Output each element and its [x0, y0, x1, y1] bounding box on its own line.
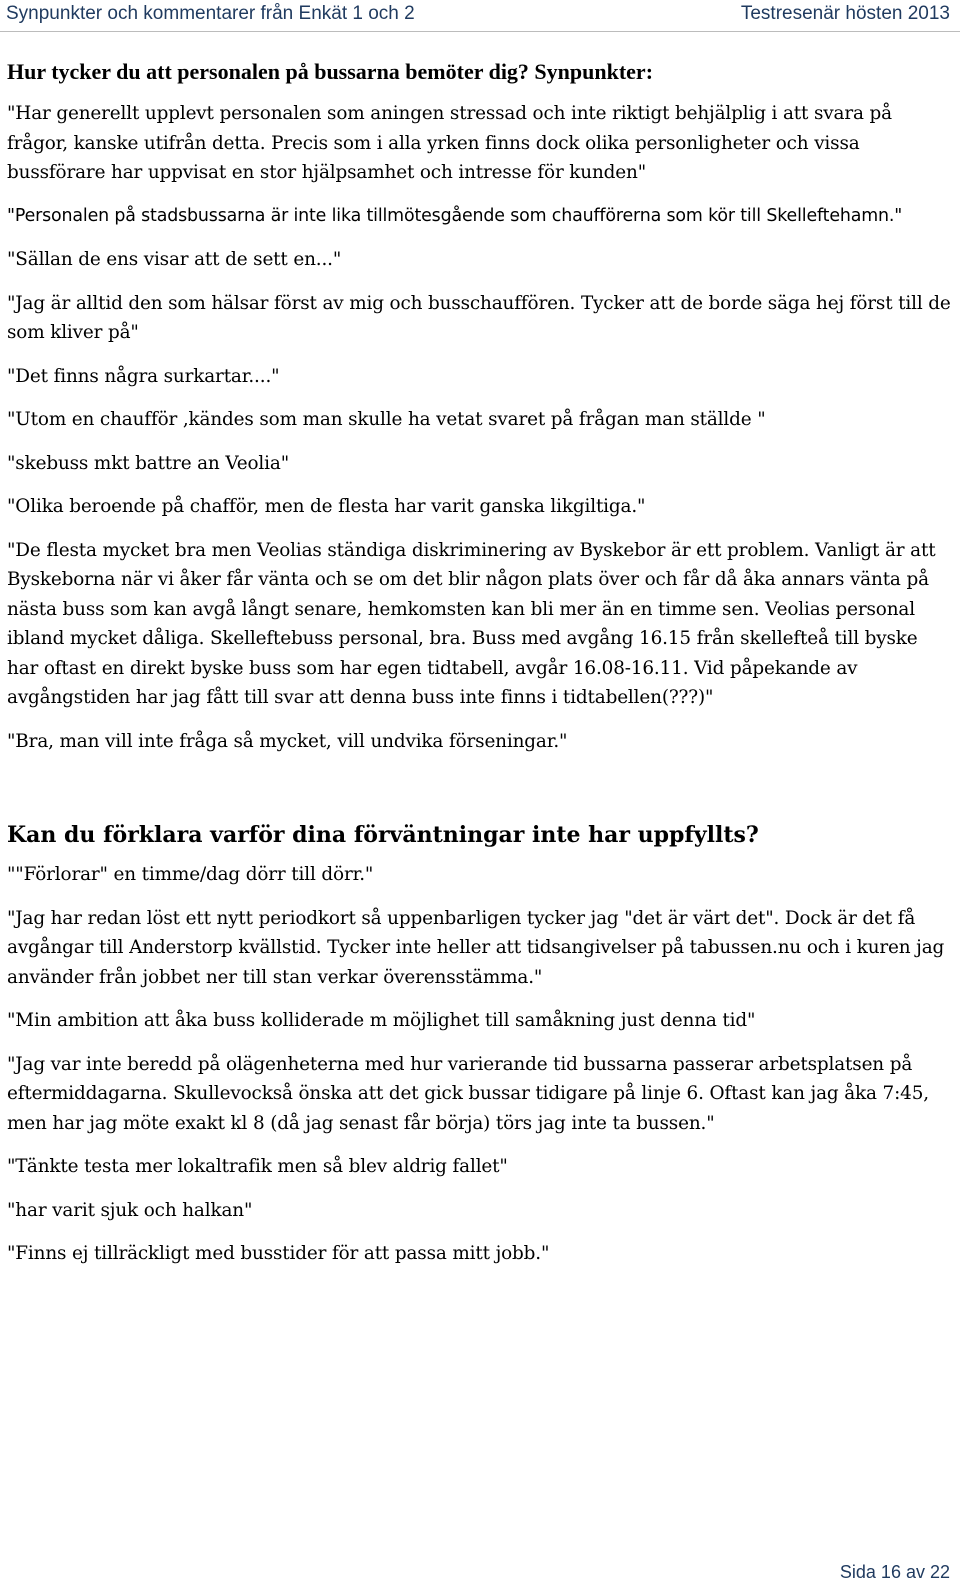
comment: "Jag var inte beredd på olägenheterna med hur varierande tid bussarna passerar arbetsplatsen på eftermiddagarna. Skullevockså önska att det gick bussar tidigare på linje 6. Oftast kan jag åka 7:45, men har jag möte exakt kl 8 (då jag senast får börja) törs jag inte ta bussen.": [7, 1053, 929, 1134]
comment: "Olika beroende på chafför, men de flesta har varit ganska likgiltiga.": [7, 496, 646, 517]
section-heading-unmet-expectations: Kan du förklara varför dina förväntningar inte har uppfyllts?: [7, 822, 759, 848]
comment: "Bra, man vill inte fråga så mycket, vill undvika förseningar.": [7, 730, 568, 752]
comment: "Tänkte testa mer lokaltrafik men så blev aldrig fallet": [7, 1156, 508, 1177]
comment: "har varit sjuk och halkan": [7, 1199, 253, 1221]
page-number: Sida 16 av 22: [839, 1562, 950, 1582]
comment: "Det finns några surkartar....": [7, 365, 280, 387]
section-heading-staff-treatment: Hur tycker du att personalen på bussarna bemöter dig? Synpunkter:: [7, 59, 654, 84]
header-divider: [0, 31, 960, 32]
comment: "Jag har redan löst ett nytt periodkort så uppenbarligen tycker jag "det är värt det". Dock är det få avgångar till Anderstorp kvällstid. Tycker inte heller att tidsangivelser på tabussen.nu och i kuren jag använder från jobbet ner till stan verkar överensstämma.": [7, 907, 945, 988]
comment: "Utom en chaufför ,kändes som man skulle ha vetat svaret på frågan man ställde ": [7, 409, 766, 430]
comment: ""Förlorar" en timme/dag dörr till dörr.": [7, 864, 374, 885]
comment: "Personalen på stadsbussarna är inte lika tillmötesgående som chaufförerna som kör till Skelleftehamn.": [7, 205, 903, 226]
comment: "Sällan de ens visar att de sett en...": [7, 249, 342, 270]
page-content: [7, 57, 953, 1283]
comment: "Har generellt upplevt personalen som aningen stressad och inte riktigt behjälplig i att svara på frågor, kanske utifrån detta. Precis som i alla yrken finns dock olika personligheter och vissa bussförare har uppvisat en stor hjälpsamhet och intresse för kunden": [7, 103, 892, 183]
comment: "De flesta mycket bra men Veolias ständiga diskriminering av Byskebor är ett problem. Vanligt är att Byskeborna när vi åker får vänta och se om det blir någon plats över och får då åka annars vänta på nästa buss som kan avgå långt senare, hemkomsten kan bli mer än en timme sen. Veolias personal ibland mycket dåliga. Skelleftebuss personal, bra. Buss med avgång 16.15 från skellefteå till byske har oftast en direkt byske buss som har egen tidtabell, avgår 16.08-16.11. Vid påpekande av avgångstiden har jag fått till svar att denna buss inte finns i tidtabellen(???)": [7, 539, 936, 708]
comment: "skebuss mkt battre an Veolia": [7, 452, 290, 474]
comment: "Min ambition att åka buss kolliderade m möjlighet till samåkning just denna tid": [7, 1010, 756, 1031]
page-header: [0, 0, 960, 30]
header-survey-period: Testresenär hösten 2013: [740, 3, 950, 24]
comment: "Finns ej tillräckligt med busstider för att passa mitt jobb.": [7, 1243, 550, 1264]
header-document-title: Synpunkter och kommentarer från Enkät 1 och 2: [6, 3, 415, 24]
comment: "Jag är alltid den som hälsar först av mig och busschauffören. Tycker att de borde säga hej först till de som kliver på": [7, 292, 951, 343]
